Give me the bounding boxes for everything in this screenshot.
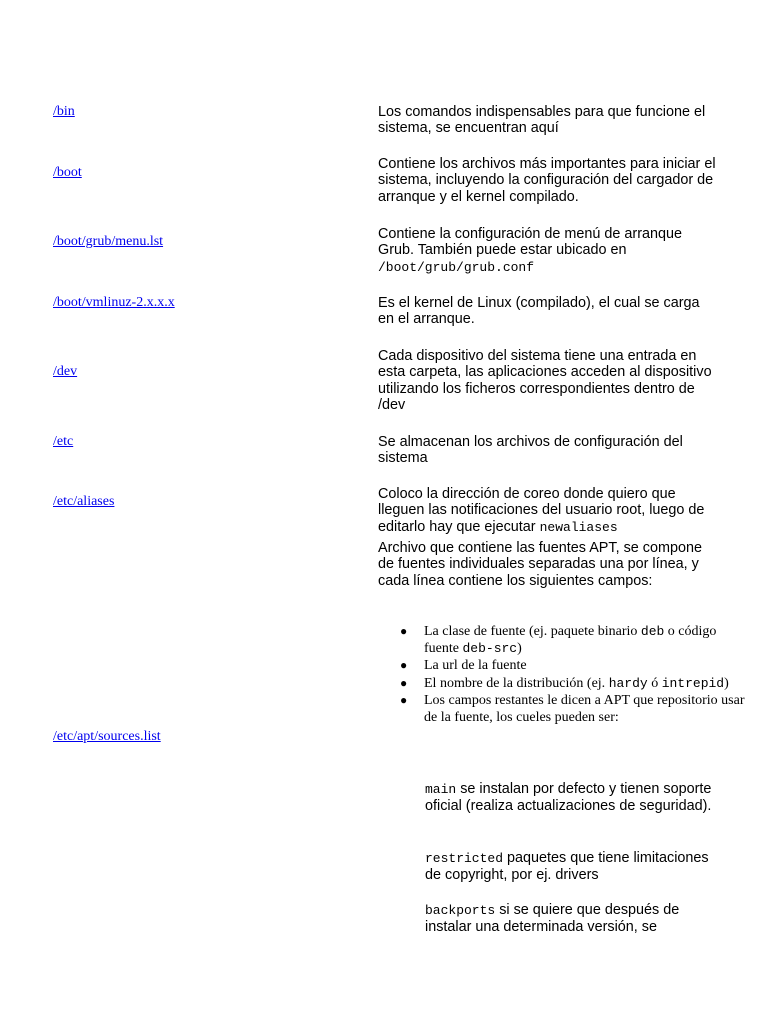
- code-deb-src: deb-src: [462, 641, 518, 657]
- path-link-boot-grub-menu-lst[interactable]: /boot/grub/menu.lst: [53, 234, 164, 249]
- description-bin: Los comandos indispensables para que funcione el sistema, se encuentran aquí: [378, 104, 706, 137]
- list-item: [400, 657, 754, 674]
- component-backports-text: si se quiere que después de instalar una determinada versión, se: [425, 902, 680, 936]
- code-grub-conf: /boot/grub/grub.conf: [378, 259, 535, 275]
- list-item-text: ): [724, 675, 729, 691]
- list-item: [400, 675, 754, 692]
- code-backports: backports: [425, 903, 496, 918]
- component-main: [425, 781, 715, 816]
- path-link-boot[interactable]: /boot: [53, 165, 82, 180]
- list-item-text: Los campos restantes le dicen a APT que repositorio usar de la fuente, los cueles pueden ser:: [424, 692, 745, 726]
- description-vmlinuz: Es el kernel de Linux (compilado), el cual se carga en el arranque.: [378, 295, 700, 328]
- component-backports: [425, 902, 715, 937]
- component-restricted: [425, 850, 715, 885]
- list-item-text: El nombre de la distribución (ej.: [424, 675, 606, 691]
- code-deb: deb: [640, 624, 665, 639]
- code-hardy: hardy: [608, 675, 648, 691]
- description-aliases-text: Coloco la dirección de coreo donde quiero que lleguen las notificaciones del usuario root, luego de editarlo hay que ejecutar: [378, 486, 705, 535]
- list-item: [400, 623, 754, 657]
- description-grub-menu: [378, 226, 718, 276]
- path-link-etc-apt-sources-list[interactable]: /etc/apt/sources.list: [53, 729, 161, 744]
- description-dev: Cada dispositivo del sistema tiene una entrada en esta carpeta, las aplicaciones acceden al dispositivo utilizando los ficheros correspondientes dentro de /dev: [378, 348, 712, 413]
- bullet-icon: ●: [400, 624, 408, 638]
- description-grub-menu-text: Contiene la configuración de menú de arranque Grub. También puede estar ubicado en: [378, 226, 683, 259]
- bullet-icon: ●: [400, 675, 408, 690]
- code-restricted: restricted: [425, 851, 504, 866]
- description-etc: Se almacenan los archivos de configuración del sistema: [378, 434, 683, 467]
- path-link-bin[interactable]: /bin: [53, 104, 75, 119]
- list-item-text: ): [517, 641, 522, 657]
- list-item-text: o código fuente: [424, 624, 717, 657]
- bullet-icon: ●: [400, 692, 408, 707]
- component-restricted-text: paquetes que tiene limitaciones de copyright, por ej. drivers: [425, 850, 709, 884]
- list-item-text: La url de la fuente: [424, 658, 527, 674]
- bullet-icon: ●: [400, 658, 408, 673]
- description-boot: Contiene los archivos más importantes para iniciar el sistema, incluyendo la configuración del cargador de arranque y el kernel compilado.: [378, 156, 716, 205]
- path-link-dev[interactable]: /dev: [53, 364, 78, 379]
- description-aliases: [378, 486, 718, 536]
- path-link-etc-aliases[interactable]: /etc/aliases: [53, 494, 115, 509]
- list-item-text: La clase de fuente (ej. paquete binario: [424, 624, 638, 639]
- code-main: main: [425, 782, 457, 797]
- path-link-boot-vmlinuz[interactable]: /boot/vmlinuz-2.x.x.x: [53, 295, 175, 310]
- list-item: [400, 692, 754, 726]
- sources-fields-list: [378, 623, 754, 726]
- path-link-etc[interactable]: /etc: [53, 434, 74, 449]
- description-sources-list: Archivo que contiene las fuentes APT, se compone de fuentes individuales separadas una por línea, y cada línea contiene los siguientes campos:: [378, 540, 702, 589]
- list-item-text: ó: [651, 675, 659, 691]
- code-newaliases: newaliases: [539, 519, 618, 535]
- code-intrepid: intrepid: [661, 675, 725, 691]
- component-main-text: se instalan por defecto y tienen soporte oficial (realiza actualizaciones de seguridad).: [425, 781, 712, 815]
